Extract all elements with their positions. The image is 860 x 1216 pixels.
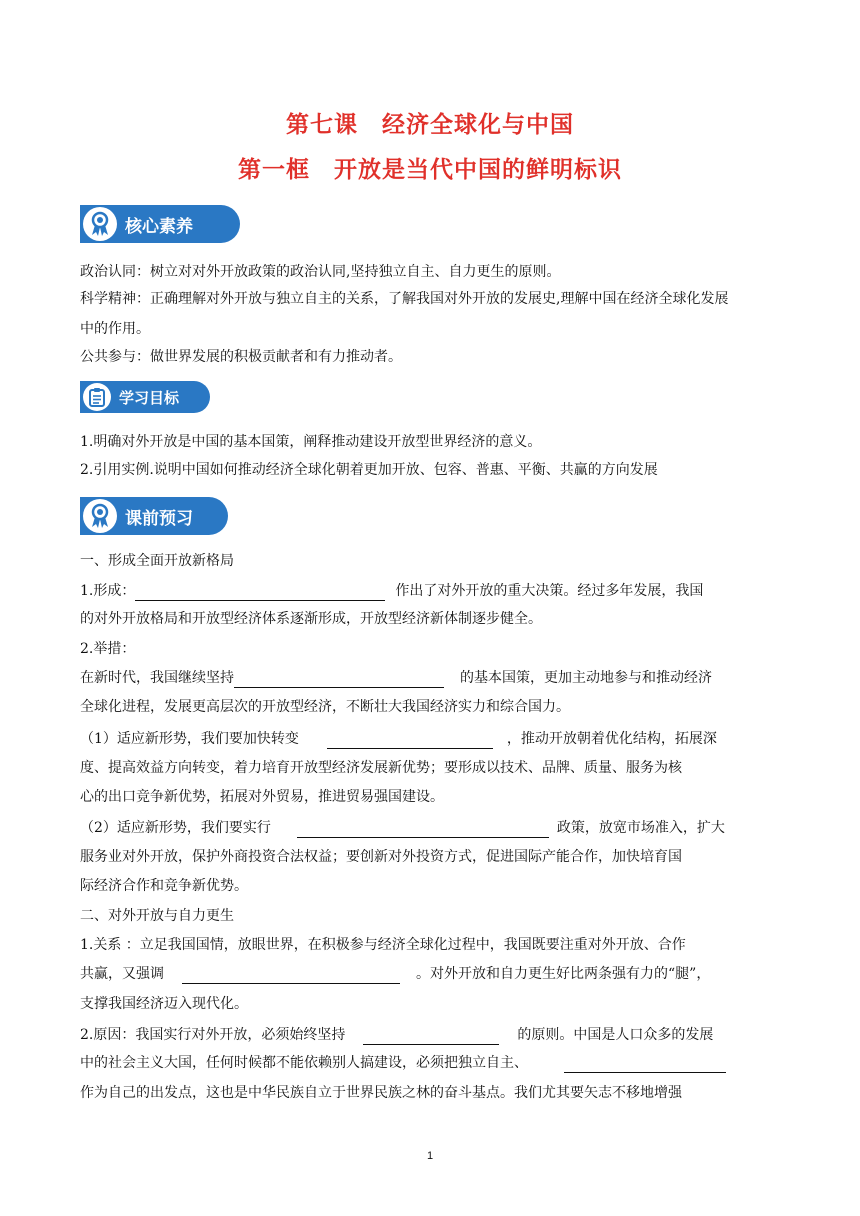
paragraph-item-2: （2）适应新形势，我们要实行 政策，放宽市场准入，扩大 [80,820,725,836]
paragraph-line: 的对外开放格局和开放型经济体系逐渐形成，开放型经济新体制逐步健全。 [80,611,542,627]
paragraph-line: 1.关系 ：立足我国国情，放眼世界，在积极参与经济全球化过程中，我国既要注重对外开放、合作 [80,937,686,953]
core-line-3: 中的作用。 [80,321,150,337]
lesson-title: 第七课 经济全球化与中国 [286,112,574,138]
fill-blank[interactable] [182,967,400,984]
ribbon-award-icon [83,207,117,241]
clipboard-icon [83,383,111,411]
ribbon-award-icon [83,499,117,533]
paragraph-measures: 在新时代，我国继续坚持 的基本国策，更加主动地参与和推动经济 [80,670,712,686]
paragraph-line: 度、提高效益方向转变，着力培育开放型经济发展新优势；要形成以技术、品牌、质量、服务为核 [80,760,682,776]
fill-blank[interactable] [234,671,444,688]
paragraph-line: 际经济合作和竞争新优势。 [80,878,248,894]
paragraph-reason-2: 中的社会主义大国，任何时候都不能依赖别人搞建设，必须把独立自主、 [80,1053,726,1073]
paragraph-line: 作为自己的出发点，这也是中华民族自立于世界民族之林的奋斗基点。我们尤其要矢志不移地增强 [80,1085,682,1101]
core-literacy-badge [80,205,240,243]
paragraph-line: 服务业对外开放，保护外商投资合法权益；要创新对外投资方式，促进国际产能合作，加快培育国 [80,849,682,865]
page-number: 1 [426,1150,434,1162]
frame-title: 第一框 开放是当代中国的鲜明标识 [238,157,622,183]
goal-line-2: 2.引用实例.说明中国如何推动经济全球化朝着更加开放、包容、普惠、平衡、共赢的方向发展 [80,462,658,478]
paragraph-line: 全球化进程，发展更高层次的开放型经济，不断壮大我国经济实力和综合国力。 [80,699,570,715]
fill-blank[interactable] [363,1028,499,1045]
core-line-4: 公共参与：做世界发展的积极贡献者和有力推动者。 [80,349,402,365]
paragraph-line: 心的出口竞争新优势，拓展对外贸易，推进贸易强国建设。 [80,789,444,805]
fill-blank[interactable] [564,1056,726,1073]
paragraph-line: 2.举措： [80,641,136,657]
paragraph-line: 支撑我国经济迈入现代化。 [80,996,248,1012]
preview-label: 课前预习 [125,508,193,529]
core-line-1: 政治认同：树立对对外开放政策的政治认同,坚持独立自主、自力更生的原则。 [80,264,561,280]
learning-goals-badge [80,381,210,413]
section-heading-1: 一、形成全面开放新格局 [80,553,234,569]
paragraph-item-1: （1）适应新形势，我们要加快转变 ，推动开放朝着优化结构，拓展深 [80,731,717,747]
core-line-2: 科学精神：正确理解对外开放与独立自主的关系，了解我国对外开放的发展史,理解中国在经济全球化发展 [80,291,729,307]
core-literacy-label: 核心素养 [125,216,193,237]
fill-blank[interactable] [327,732,493,749]
section-heading-2: 二、对外开放与自力更生 [80,908,234,924]
paragraph-reason: 2.原因：我国实行对外开放，必须始终坚持 的原则。中国是人口众多的发展 [80,1027,714,1043]
paragraph-formation: 1.形成： 作出了对外开放的重大决策。经过多年发展，我国 [80,583,704,599]
goal-line-1: 1.明确对外开放是中国的基本国策，阐释推动建设开放型世界经济的意义。 [80,434,542,450]
learning-goals-label: 学习目标 [119,388,180,407]
fill-blank[interactable] [135,584,385,601]
fill-blank[interactable] [297,821,549,838]
preview-badge [80,497,228,535]
paragraph-relation: 共赢，又强调 。对外开放和自力更生好比两条强有力的“腿”， [80,966,711,982]
